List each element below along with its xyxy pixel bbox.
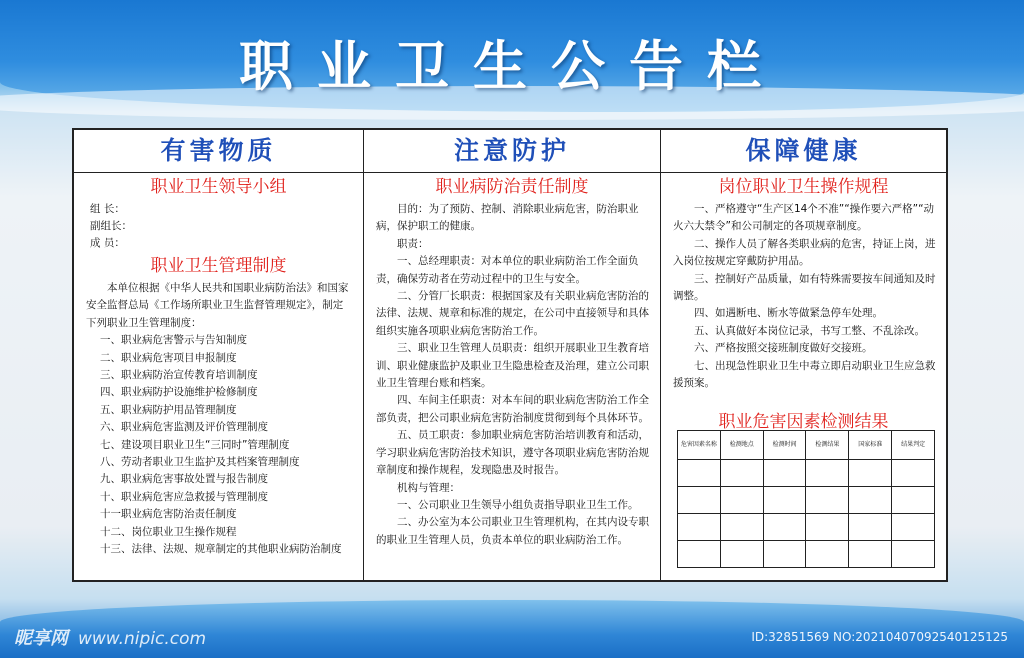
section-title: 岗位职业卫生操作规程 [718,177,889,197]
leadership-roles [74,201,363,252]
table-cell [806,460,849,487]
table-cell [806,487,849,514]
paragraph: 一、公司职业卫生领导小组负责指导职业卫生工作。 [397,498,639,511]
results-table [677,430,935,568]
table-row [678,487,935,514]
paragraph: 一、严格遵守“生产区14个不准”“操作要六严格”“动火六大禁令”和公司制定的各项规章制度。 [673,203,935,233]
section-title: 职业卫生管理制度 [150,256,287,276]
page-title: 职业卫生公告栏 [239,35,785,98]
table-cell [763,541,806,568]
table-cell [849,514,892,541]
paragraph: 三、控制好产品质量，如有特殊需要按车间通知及时调整。 [673,272,936,303]
watermark-logo [14,624,206,650]
intro-paragraph: 本单位根据《中华人民共和国职业病防治法》和国家安全监督总局《工作场所职业卫生监督管理规定》，制定下列职业卫生管理制度： [86,282,349,329]
list-item: 十一职业病危害防治责任制度 [100,508,237,521]
table-cell [720,541,763,568]
paragraph: 四、如遇断电、断水等做紧急停车处理。 [694,307,883,320]
table-row [678,541,935,568]
table-cell [720,514,763,541]
table-cell [678,460,721,487]
watermark-url: www.nipic.com [78,629,207,649]
paragraph: 职责： [397,237,429,250]
table-row [678,514,935,541]
table-cell [892,487,935,514]
table-cell [849,460,892,487]
list-item: 一、职业病危害警示与告知制度 [100,334,247,347]
notice-board [72,128,948,582]
list-item: 八、劳动者职业卫生监护及其档案管理制度 [100,456,300,469]
section-title: 职业危害因素检测结果 [718,412,889,432]
table-cell [678,487,721,514]
column-heading: 保障健康 [661,130,946,173]
role-members: 成 员： [90,237,125,249]
paragraph: 二、办公室为本公司职业卫生管理机构，在其内设专职的职业卫生管理人员，负责本单位的职业病防治工作。 [376,516,649,546]
table-header-cell: 结果判定 [892,431,935,460]
column-heading: 有害物质 [74,130,363,173]
list-item: 三、职业病防治宣传教育培训制度 [100,369,258,382]
table-header-cell: 国家标准 [849,431,892,460]
section-title: 职业卫生领导小组 [150,177,287,197]
table-cell [720,487,763,514]
paragraph: 二、分管厂长职责：根据国家及有关职业病危害防治的法律、法规、规章和标准的规定，在公司中直接领导和具体组织实施各项职业病危害防治工作。 [376,290,649,337]
table-header-cell: 检测结果 [806,431,849,460]
paragraph: 四、车间主任职责：对本车间的职业病危害防治工作全部负责，把公司职业病危害防治制度贯彻到每个具体环节。 [376,394,649,424]
list-item: 六、职业病危害监测及评价管理制度 [100,421,268,434]
column-harmful-substances [74,130,364,580]
list-item: 五、职业病防护用品管理制度 [100,403,237,416]
table-cell [849,541,892,568]
table-cell [849,487,892,514]
table-header-cell: 检测时间 [763,431,806,460]
paragraph: 三、职业卫生管理人员职责：组织开展职业卫生教育培训、职业健康监护及职业卫生隐患检查及治理，建立公司职业卫生管理台账和档案。 [376,342,649,390]
column-protection [364,130,661,580]
management-system-text [74,280,363,559]
table-cell [763,514,806,541]
table-header-cell: 检测地点 [720,431,763,460]
list-item: 七、建设项目职业卫生“三同时”管理制度 [100,438,290,451]
paragraph: 一、总经理职责：对本单位的职业病防治工作全面负责，确保劳动者在劳动过程中的卫生与安全。 [376,255,639,285]
table-cell [892,514,935,541]
list-item: 四、职业病防护设施维护检修制度 [100,386,258,399]
table-cell [720,460,763,487]
role-leader: 组 长： [90,203,125,215]
paragraph: 目的：为了预防、控制、消除职业病危害，防治职业病，保护职工的健康。 [376,203,639,233]
paragraph: 六、严格按照交接班制度做好交接班。 [694,342,873,355]
responsibility-text [364,201,660,549]
table-cell [892,541,935,568]
table-cell [678,514,721,541]
list-item: 二、职业病危害项目申报制度 [100,351,237,364]
table-cell [763,487,806,514]
paragraph: 五、员工职责：参加职业病危害防治培训教育和活动，学习职业病危害防治技术知识，遵守各项职业病危害防治规章制度和操作规程，发现隐患及时报告。 [376,429,649,477]
column-heading: 注意防护 [364,130,660,173]
paragraph: 二、操作人员了解各类职业病的危害，持证上岗，进入岗位按规定穿戴防护用品。 [673,237,936,268]
paragraph: 五、认真做好本岗位记录，书写工整、不乱涂改。 [694,324,925,337]
table-cell [678,541,721,568]
table-row [678,460,935,487]
list-item: 十二、岗位职业卫生操作规程 [100,525,237,538]
list-item: 十、职业病危害应急救援与管理制度 [100,490,268,503]
image-id-text: ID:32851569 NO:20210407092540125125 [751,630,1008,644]
list-item: 十三、法律、法规、规章制定的其他职业病防治制度 [100,543,342,556]
table-cell [892,460,935,487]
role-deputy: 副组长： [90,220,132,232]
paragraph: 七、出现急性职业卫生中毒立即启动职业卫生应急救援预案。 [673,359,936,390]
list-item: 九、职业病危害事故处置与报告制度 [100,473,268,486]
section-title: 职业病防治责任制度 [435,177,589,197]
column-health [661,130,946,580]
table-header-cell: 危害因素名称 [678,431,721,460]
paragraph: 机构与管理： [397,481,460,494]
table-cell [806,514,849,541]
table-cell [763,460,806,487]
operation-rules-text [661,201,946,392]
table-cell [806,541,849,568]
table-header-row [678,431,935,460]
watermark-brand: 昵享网 [14,628,68,649]
